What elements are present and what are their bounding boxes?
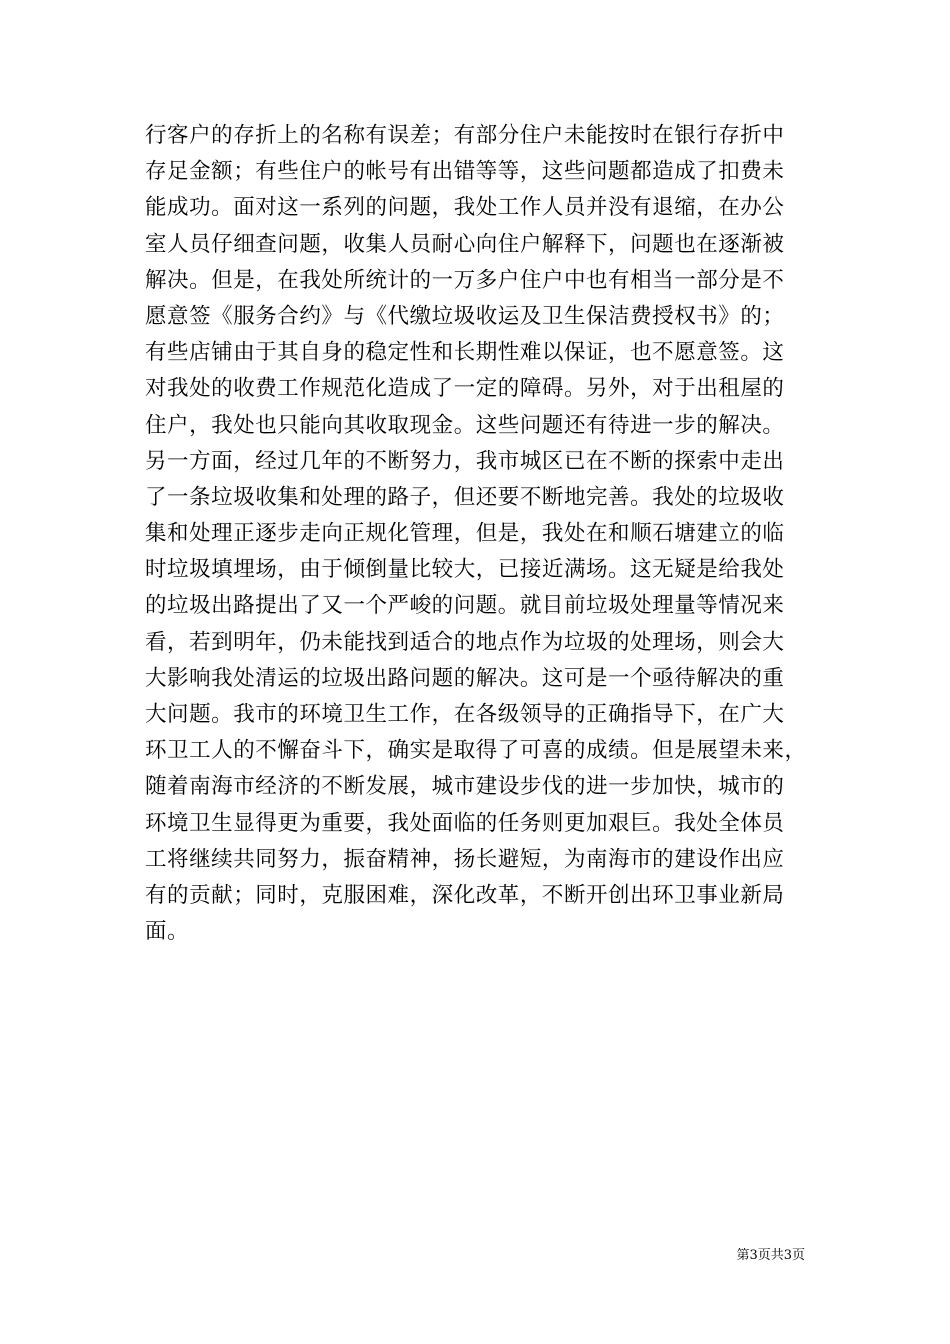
text-line-3: 能成功。面对这一系列的问题，我处工作人员并没有退缩，在办公 xyxy=(145,195,785,221)
text-line-17: 大问题。我市的环境卫生工作，在各级领导的正确指导下，在广大 xyxy=(145,702,785,727)
text-line-4: 室人员仔细查问题，收集人员耐心向住户解释下，问题也在逐渐被 xyxy=(145,231,785,257)
text-line-6: 愿意签《服务合约》与《代缴垃圾收运及卫生保洁费授权书》的； xyxy=(145,303,785,329)
text-line-20: 环境卫生显得更为重要，我处面临的任务则更加艰巨。我处全体员 xyxy=(145,810,785,836)
text-line-5: 解决。但是，在我处所统计的一万多户住户中也有相当一部分是不 xyxy=(145,267,785,293)
text-line-13: 时垃圾填埋场，由于倾倒量比较大，已接近满场。这无疑是给我处 xyxy=(145,557,785,583)
text-line-10: 另一方面，经过几年的不断努力，我市城区已在不断的探索中走出 xyxy=(145,448,785,474)
text-line-22: 有的贡献；同时，克服困难，深化改革，不断开创出环卫事业新局 xyxy=(145,882,785,908)
text-line-2: 存足金额；有些住户的帐号有出错等等，这些问题都造成了扣费未 xyxy=(145,159,785,185)
body-paragraph xyxy=(145,118,805,950)
text-line-19: 随着南海市经济的不断发展，城市建设步伐的进一步加快，城市的 xyxy=(145,774,785,800)
text-line-18: 环卫工人的不懈奋斗下，确实是取得了可喜的成绩。但是展望未来， xyxy=(145,738,807,764)
text-line-16: 大影响我处清运的垃圾出路问题的解决。这可是一个亟待解决的重 xyxy=(145,665,785,691)
text-line-14: 的垃圾出路提出了又一个严峻的问题。就目前垃圾处理量等情况来 xyxy=(145,593,785,619)
text-line-15: 看，若到明年，仍未能找到适合的地点作为垃圾的处理场，则会大 xyxy=(145,629,785,655)
text-line-9: 住户，我处也只能向其收取现金。这些问题还有待进一步的解决。 xyxy=(145,412,785,438)
page-number-footer: 第3页共3页 xyxy=(736,1248,805,1263)
text-line-7: 有些店铺由于其自身的稳定性和长期性难以保证，也不愿意签。这 xyxy=(145,340,785,366)
text-line-23: 面。 xyxy=(145,919,190,945)
text-line-12: 集和处理正逐步走向正规化管理，但是，我处在和顺石塘建立的临 xyxy=(145,521,785,547)
text-line-11: 了一条垃圾收集和处理的路子，但还要不断地完善。我处的垃圾收 xyxy=(145,484,785,510)
text-line-21: 工将继续共同努力，振奋精神，扬长避短，为南海市的建设作出应 xyxy=(145,846,785,872)
text-line-8: 对我处的收费工作规范化造成了一定的障碍。另外，对于出租屋的 xyxy=(145,376,785,402)
text-line-1: 行客户的存折上的名称有误差；有部分住户未能按时在银行存折中 xyxy=(145,123,785,148)
